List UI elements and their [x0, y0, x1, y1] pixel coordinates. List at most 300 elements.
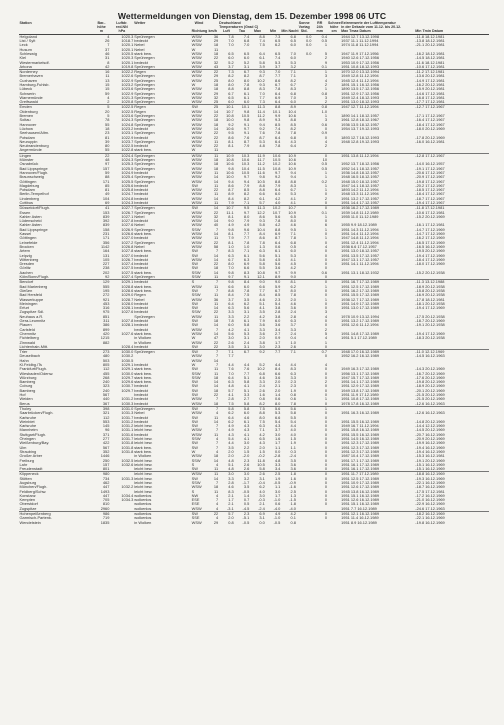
temp-air: 4.9	[228, 222, 234, 228]
temp-air: 7.0	[228, 42, 234, 48]
temp-dew: 4.3	[243, 423, 250, 429]
temp-max: 8.7	[259, 73, 265, 79]
precipitation: 4	[324, 361, 327, 367]
sunshine	[296, 521, 312, 525]
station-height: 567	[102, 444, 110, 450]
wind-direction: SW	[191, 440, 198, 446]
station-height: 705	[102, 497, 110, 503]
wind-speed: 18	[213, 453, 219, 459]
extreme-max: 1948 15.0 18.12.1957	[341, 178, 380, 184]
temp-min: 4.3	[274, 423, 281, 429]
extreme-max: 1951 10.9 17.12.1989	[341, 480, 380, 485]
temp-max: 2.6	[250, 472, 266, 477]
station-height: 31	[105, 55, 110, 61]
extreme-max: 1951 12.5 17.12.1989	[341, 283, 380, 289]
wind-speed: 14	[213, 195, 219, 201]
extreme-max: 1951 12.3 17.12.1989	[341, 448, 380, 454]
column-header: Max	[250, 30, 266, 34]
temp-dew: 2.3	[243, 457, 250, 463]
temp-max: 6.5	[259, 436, 265, 442]
extreme-max: 1945 12.4 11.12.1994	[341, 77, 379, 83]
temp-air: 3.7	[228, 296, 234, 302]
wind-direction: ESE	[191, 497, 200, 503]
weather: Sprühregen	[134, 209, 155, 215]
temp-air: 10.6	[226, 169, 234, 175]
precipitation: 0	[324, 436, 327, 442]
temp-max: 11.2	[257, 113, 265, 119]
precipitation: 0	[324, 480, 327, 485]
wind-speed: 11	[214, 283, 219, 289]
wind-speed: 11	[214, 182, 219, 188]
extreme-min: -14.4 12.12.1969	[415, 423, 445, 429]
wind-direction: SW	[191, 322, 198, 328]
weather: in Wolken	[134, 335, 152, 341]
column-header: Station	[19, 21, 32, 25]
station-height: 321	[102, 410, 110, 416]
temp-min: 5.9	[274, 283, 281, 289]
temp-night-min: 6.0	[290, 248, 296, 254]
station-name: Berus	[19, 400, 30, 406]
weather: bedeckt	[134, 326, 148, 332]
weather: bedeckt	[134, 125, 148, 131]
temp-min: 1.9	[274, 475, 281, 481]
station-name: Hannover/Flugh.	[19, 169, 49, 175]
temp-air: 5.2	[228, 59, 234, 65]
wind-direction: SSW	[191, 457, 201, 463]
temp-night-min: 4.4	[290, 423, 296, 429]
station-name: Weiden	[19, 396, 33, 402]
wind-direction: SSW	[191, 436, 201, 442]
wind-direction: WSW	[191, 134, 202, 140]
temp-dew: 7.7	[243, 231, 250, 237]
wind-speed: 11	[214, 300, 219, 306]
precipitation: 0	[324, 448, 327, 454]
station-height: 145	[102, 423, 110, 429]
station-name: Osnabrück	[19, 161, 39, 167]
temp-dew: 3.5	[243, 484, 250, 490]
extreme-min: -18.9 20.12.1938	[415, 283, 445, 289]
temp-dew: 4.4	[243, 361, 250, 367]
temp-night-min: 9.0	[290, 274, 296, 280]
temp-dew: 8.0	[243, 77, 250, 83]
temp-max: 7.3	[259, 99, 265, 105]
pressure: 1020.3	[121, 55, 134, 61]
extreme-max: 1890 14.1 18.12.1957	[341, 113, 380, 119]
extreme-max: 1890 13.5 17.12.1956	[341, 86, 380, 92]
temp-night-min: 1.8	[281, 472, 297, 477]
weather: Sprühregen	[134, 33, 155, 39]
station-name: List / Sylt	[19, 38, 36, 44]
temp-night-min: -0.9	[289, 480, 296, 485]
temp-night-min: 7.8	[290, 292, 296, 298]
weather: wolkenlos	[134, 497, 152, 503]
temp-dew: 10.5	[241, 169, 250, 175]
pressure: 1027.8	[121, 248, 134, 254]
station-height: 48	[105, 157, 110, 163]
precipitation: 0.5	[321, 161, 327, 167]
pressure: 1029.1	[121, 361, 134, 367]
station-name: Köln/Bonn/Flugh.	[19, 274, 50, 280]
station-height: 131	[102, 252, 110, 258]
pressure: 1026.7	[121, 209, 134, 215]
station-name: Chemnitz	[19, 330, 36, 336]
temp-max: 5.8	[259, 59, 265, 65]
wind-direction: WSW	[191, 200, 202, 205]
wind-speed: 14	[213, 178, 219, 184]
temp-max: 0.8	[259, 396, 265, 402]
extreme-max: 1951 14.8 17.12.1989	[341, 330, 380, 336]
temp-dew: 8.2	[243, 73, 250, 79]
pressure: 1023.6	[121, 86, 134, 92]
temp-dew: 6.0	[243, 283, 250, 289]
wind-direction: WSW	[191, 313, 202, 319]
station-height: 440	[102, 396, 110, 402]
weather: wolkenlos	[134, 512, 191, 517]
wind-speed: 22	[213, 343, 219, 349]
weather-table	[19, 22, 489, 525]
station-height: 2960	[100, 505, 110, 511]
station-name: Hof	[19, 392, 26, 398]
wind-speed: 11	[214, 313, 219, 319]
precipitation: 0	[324, 387, 327, 393]
column-header: Wind	[194, 21, 204, 25]
temp-max: 11.3	[250, 105, 266, 110]
station-height: 42	[105, 63, 110, 69]
temp-air: 8.6	[228, 134, 234, 140]
temp-max: 11.3	[250, 206, 266, 211]
temp-night-min: 6.3	[290, 318, 296, 324]
station-height: 480	[102, 353, 110, 359]
extreme-max: 1951 16.1 17.12.1989	[341, 466, 380, 472]
temp-max: 9.3	[250, 70, 266, 75]
temp-dew: 6.0	[243, 99, 250, 105]
temp-max: 5.5	[259, 265, 265, 271]
temp-max: 7.8	[259, 239, 265, 245]
station-name: Schwerin	[19, 90, 36, 96]
weather: bedeckt	[134, 418, 148, 424]
column-header: Min Nacht	[281, 28, 299, 33]
wind-speed: 4	[216, 461, 219, 467]
station-height: 453	[102, 300, 110, 306]
wind-speed: 7	[207, 280, 219, 285]
temp-max: 7.1	[259, 427, 265, 433]
extreme-max: 1951 8.9 16.12.1989	[341, 519, 377, 525]
wind-speed: 4	[216, 448, 219, 454]
weather: bedeckt	[134, 309, 148, 315]
extreme-min: -13.6 20.12.1981	[415, 73, 445, 79]
extreme-min: -16.5 16.12.1969	[415, 243, 445, 249]
weather: bedeckt	[134, 169, 148, 175]
temp-dew: 3.0	[243, 440, 250, 446]
wind-speed: 36	[213, 33, 219, 39]
temp-air: 3.3	[228, 309, 234, 315]
extreme-min: -16.0 16.12.1981	[415, 138, 445, 144]
temp-air: 8.7	[228, 187, 234, 193]
wind-direction: WSW	[191, 38, 202, 44]
extreme-max: 1936 12.7 17.12.1989	[341, 296, 380, 302]
temp-dew: 2.4	[243, 339, 250, 345]
temp-min: 3.0	[274, 431, 281, 437]
temp-max: 10.4	[257, 226, 265, 232]
precipitation: 3	[324, 117, 327, 123]
wind-direction: WSW	[191, 113, 202, 119]
wind-speed: 7	[216, 480, 219, 485]
wind-direction: SW	[191, 392, 198, 398]
precipitation: 0	[324, 239, 327, 245]
wind-direction: WSW	[191, 195, 202, 201]
wind-direction: SSW	[191, 370, 201, 376]
wind-direction: SSW	[191, 480, 201, 485]
extreme-max: 1955 9.9 18.12.1989	[341, 222, 377, 228]
temp-min: -1.0	[273, 497, 281, 503]
station-name: Aachen	[19, 269, 33, 275]
station-height: 240	[102, 387, 110, 393]
temp-dew: 4.1	[243, 436, 250, 442]
temp-dew: 6.1	[243, 318, 250, 324]
precipitation: 1	[324, 42, 327, 48]
temp-dew: 5.8	[234, 406, 250, 411]
wind-speed: 22	[213, 143, 219, 149]
precipitation: 0	[312, 512, 328, 517]
wind-speed: 22	[213, 309, 219, 315]
station-name: Dresden	[19, 261, 35, 267]
station-height: 272	[102, 292, 110, 298]
extreme-max: 1948 13.3 11.12.1994	[341, 191, 379, 197]
temp-min: 3.3	[274, 461, 281, 467]
wind-speed: 29	[213, 90, 219, 96]
column-header: Vortag	[298, 24, 310, 29]
wind-direction: WSW	[191, 178, 202, 184]
station-height: 311	[103, 318, 110, 324]
wind-direction: WSW	[191, 70, 207, 75]
station-height: 46	[105, 50, 110, 56]
pressure: 1031.2	[121, 423, 134, 429]
station-height: 11	[105, 73, 110, 79]
temp-max: 6.2	[259, 484, 265, 490]
temp-air: 10.8	[226, 113, 234, 119]
weather: bedeckt	[134, 38, 148, 44]
temp-night-min: 0.1	[290, 515, 296, 521]
temp-min: 3.7	[274, 427, 281, 433]
temp-air: 4.4	[228, 440, 234, 446]
weather: Sprühregen	[134, 239, 155, 245]
weather: stark bew.	[134, 374, 152, 380]
temp-min: 1.1	[274, 444, 281, 450]
temp-night-min: 7.1	[290, 73, 296, 79]
weather: bedeckt	[134, 343, 148, 349]
precipitation: 5	[324, 50, 327, 56]
column-header: hPa	[110, 30, 134, 34]
weather: bedeckt	[134, 59, 148, 65]
temp-night-min: 2.4	[290, 330, 296, 336]
pressure: 1025.5	[121, 178, 134, 184]
station-name: Karlsruhe	[19, 423, 37, 429]
weather: stark bew.	[134, 370, 152, 376]
temp-air: 7.5	[228, 400, 234, 406]
wind-direction: WSW	[191, 410, 202, 416]
station-height: 85	[105, 182, 110, 188]
extreme-min: -16.8 17.12.1981	[415, 94, 445, 100]
temp-min: 6.9	[274, 94, 281, 100]
temp-dew: 3.1	[243, 343, 250, 349]
wind-speed: 11	[214, 292, 219, 298]
column-header: Extremwerte der Lufttemperatur	[341, 21, 396, 25]
wind-speed: 22	[213, 187, 219, 193]
temp-dew: 3.2	[243, 475, 250, 481]
station-name: Husum	[19, 46, 32, 52]
precipitation: 0.5	[321, 38, 327, 44]
wind-speed: 14	[213, 108, 219, 114]
wind-direction: SSW	[191, 309, 201, 315]
precipitation: 0	[324, 492, 327, 498]
temp-dew: 6.6	[243, 265, 250, 271]
extreme-min: -19.1 17.12.1967	[415, 165, 445, 171]
extreme-min: -15.2 20.12.1938	[415, 269, 445, 275]
column-header: Temperaturen (Grad C)	[219, 24, 259, 29]
wind-speed: 11	[214, 147, 219, 153]
extreme-min: -11.0 12.12.1969	[415, 350, 489, 355]
station-height: 371	[102, 431, 110, 437]
station-height: 1493	[100, 488, 110, 494]
temp-min: 0.9	[274, 335, 281, 341]
temp-max: 6.3	[259, 423, 265, 429]
temp-air: 10.7	[219, 206, 235, 211]
station-name: Brocken	[19, 243, 34, 249]
station-height: 20	[105, 108, 110, 114]
temp-air: 8.8	[228, 86, 234, 92]
temp-max: 5.8	[259, 261, 265, 267]
precipitation: 2	[324, 326, 327, 332]
column-header: cm	[328, 30, 341, 34]
column-header: red.NN	[115, 24, 128, 29]
wind-direction: SW	[191, 261, 198, 267]
temp-air: 8.1	[228, 239, 234, 245]
precipitation: 0.8	[321, 90, 327, 96]
wind-direction: WSW	[191, 213, 202, 219]
temp-dew: 10.3	[234, 153, 250, 158]
extreme-max: 1951 14.9 17.12.1989	[341, 300, 380, 306]
temp-night-min: 0.4	[290, 335, 296, 341]
temp-air: 7.8	[228, 33, 234, 39]
extreme-max: 1936 13.5 18.12.1957	[341, 121, 380, 127]
station-name: Greifswald	[19, 99, 38, 105]
temp-dew: 7.9	[243, 182, 250, 188]
station-name: Kahler Asten	[19, 213, 42, 219]
wind-speed: 22	[207, 512, 219, 517]
temp-air: 2.8	[228, 480, 234, 485]
pressure: 1018.7	[121, 38, 134, 44]
temp-max: -0.4	[258, 480, 265, 485]
temp-min: 1.1	[274, 484, 281, 490]
wind-speed: 18	[213, 265, 219, 271]
weather: bedeckt	[134, 361, 148, 367]
precipitation: 6	[324, 222, 327, 228]
wind-speed: 14	[213, 457, 219, 463]
station-height: 59	[105, 90, 110, 96]
station-name: Gera-Leumnitz	[19, 318, 46, 324]
wind-direction: WSW	[191, 161, 202, 167]
station-name: Fichtelberg	[19, 335, 39, 341]
station-name: Stötten	[19, 475, 32, 481]
extreme-max: 1951 5.1 17.12.1989	[341, 335, 377, 341]
temp-min: 7.3	[274, 33, 281, 39]
temp-night-min: 0.3	[290, 448, 296, 454]
temp-air: 10.0	[226, 117, 234, 123]
precipitation: 0	[324, 410, 327, 416]
extreme-min: -16.4 17.12.1967	[415, 117, 445, 123]
column-header: Wetter	[134, 21, 146, 25]
temp-air: 7.9	[228, 200, 234, 205]
temp-dew: 8.3	[243, 269, 250, 275]
temp-air: 4.6	[228, 484, 234, 490]
extreme-max: 1974 11.8 11.12.1994	[341, 42, 379, 48]
temp-min: 3.4	[274, 466, 281, 472]
temp-night-min: 1.3	[290, 492, 296, 498]
temp-max: 2.0	[259, 444, 265, 450]
weather: stark bew.	[134, 50, 152, 56]
temp-max: 8.4	[259, 292, 265, 298]
temp-dew: 0.5	[243, 501, 250, 507]
station-height: 356	[102, 239, 110, 245]
temp-min: 5.3	[274, 410, 281, 416]
wind-direction: WSW	[191, 222, 202, 228]
temp-min: 7.8	[274, 86, 281, 92]
temp-dew: 6.5	[243, 50, 250, 56]
extreme-min: -19.4 17.12.1969	[415, 330, 445, 336]
weather: in Wolken	[134, 519, 152, 525]
station-name: Bamberg	[19, 387, 36, 393]
pressure: 1031.8	[121, 444, 134, 450]
temp-air: 4.2	[228, 326, 234, 332]
pressure: 1027.2	[121, 239, 134, 245]
station-height: 78	[105, 117, 110, 123]
extreme-min: -14.8 20.12.1969	[415, 418, 445, 424]
temp-night-min: 4.5	[290, 261, 296, 267]
temp-night-min: 6.2	[290, 283, 296, 289]
temp-night-min: 4.6	[290, 300, 296, 306]
wind-direction: SW	[191, 475, 198, 481]
temp-air: 8.0	[228, 81, 234, 87]
wind-speed: 11	[214, 46, 219, 52]
temp-max: 3.3	[259, 379, 265, 385]
temp-max: 8.9	[259, 117, 265, 123]
temp-air: 4.9	[228, 427, 234, 433]
wind-speed: 14	[207, 206, 219, 211]
temp-max: 5.3	[259, 138, 265, 144]
temp-air: 3.3	[228, 313, 234, 319]
wind-speed: 14	[213, 256, 219, 262]
temp-dew: 7.9	[243, 143, 250, 149]
sunshine: 0.0	[306, 38, 312, 44]
pressure: 1034.4	[121, 492, 134, 498]
temp-night-min: 8.2	[290, 125, 296, 131]
temp-dew: 7.7	[243, 370, 250, 376]
station-name: Würzburg	[19, 374, 37, 380]
temp-dew: -5.1	[242, 515, 250, 521]
temp-air: 9.0	[228, 218, 234, 224]
station-height: 316	[102, 305, 110, 311]
extreme-min: -22.1 16.12.1969	[415, 480, 445, 485]
extreme-max: 1951 17.1 17.12.1989	[341, 457, 380, 463]
extreme-min: -15.2 20.12.1969	[415, 213, 445, 219]
weather: Sprühregen	[134, 157, 155, 163]
temp-night-min: 5.6	[281, 406, 297, 411]
temp-night-min: 10.7	[281, 206, 297, 211]
station-name: Zugspitze Sdl.	[19, 309, 45, 315]
weather: bedeckt	[134, 392, 148, 398]
weather: wolkenlos	[134, 492, 152, 498]
extreme-min: -19.4 16.12.1969	[415, 444, 445, 450]
